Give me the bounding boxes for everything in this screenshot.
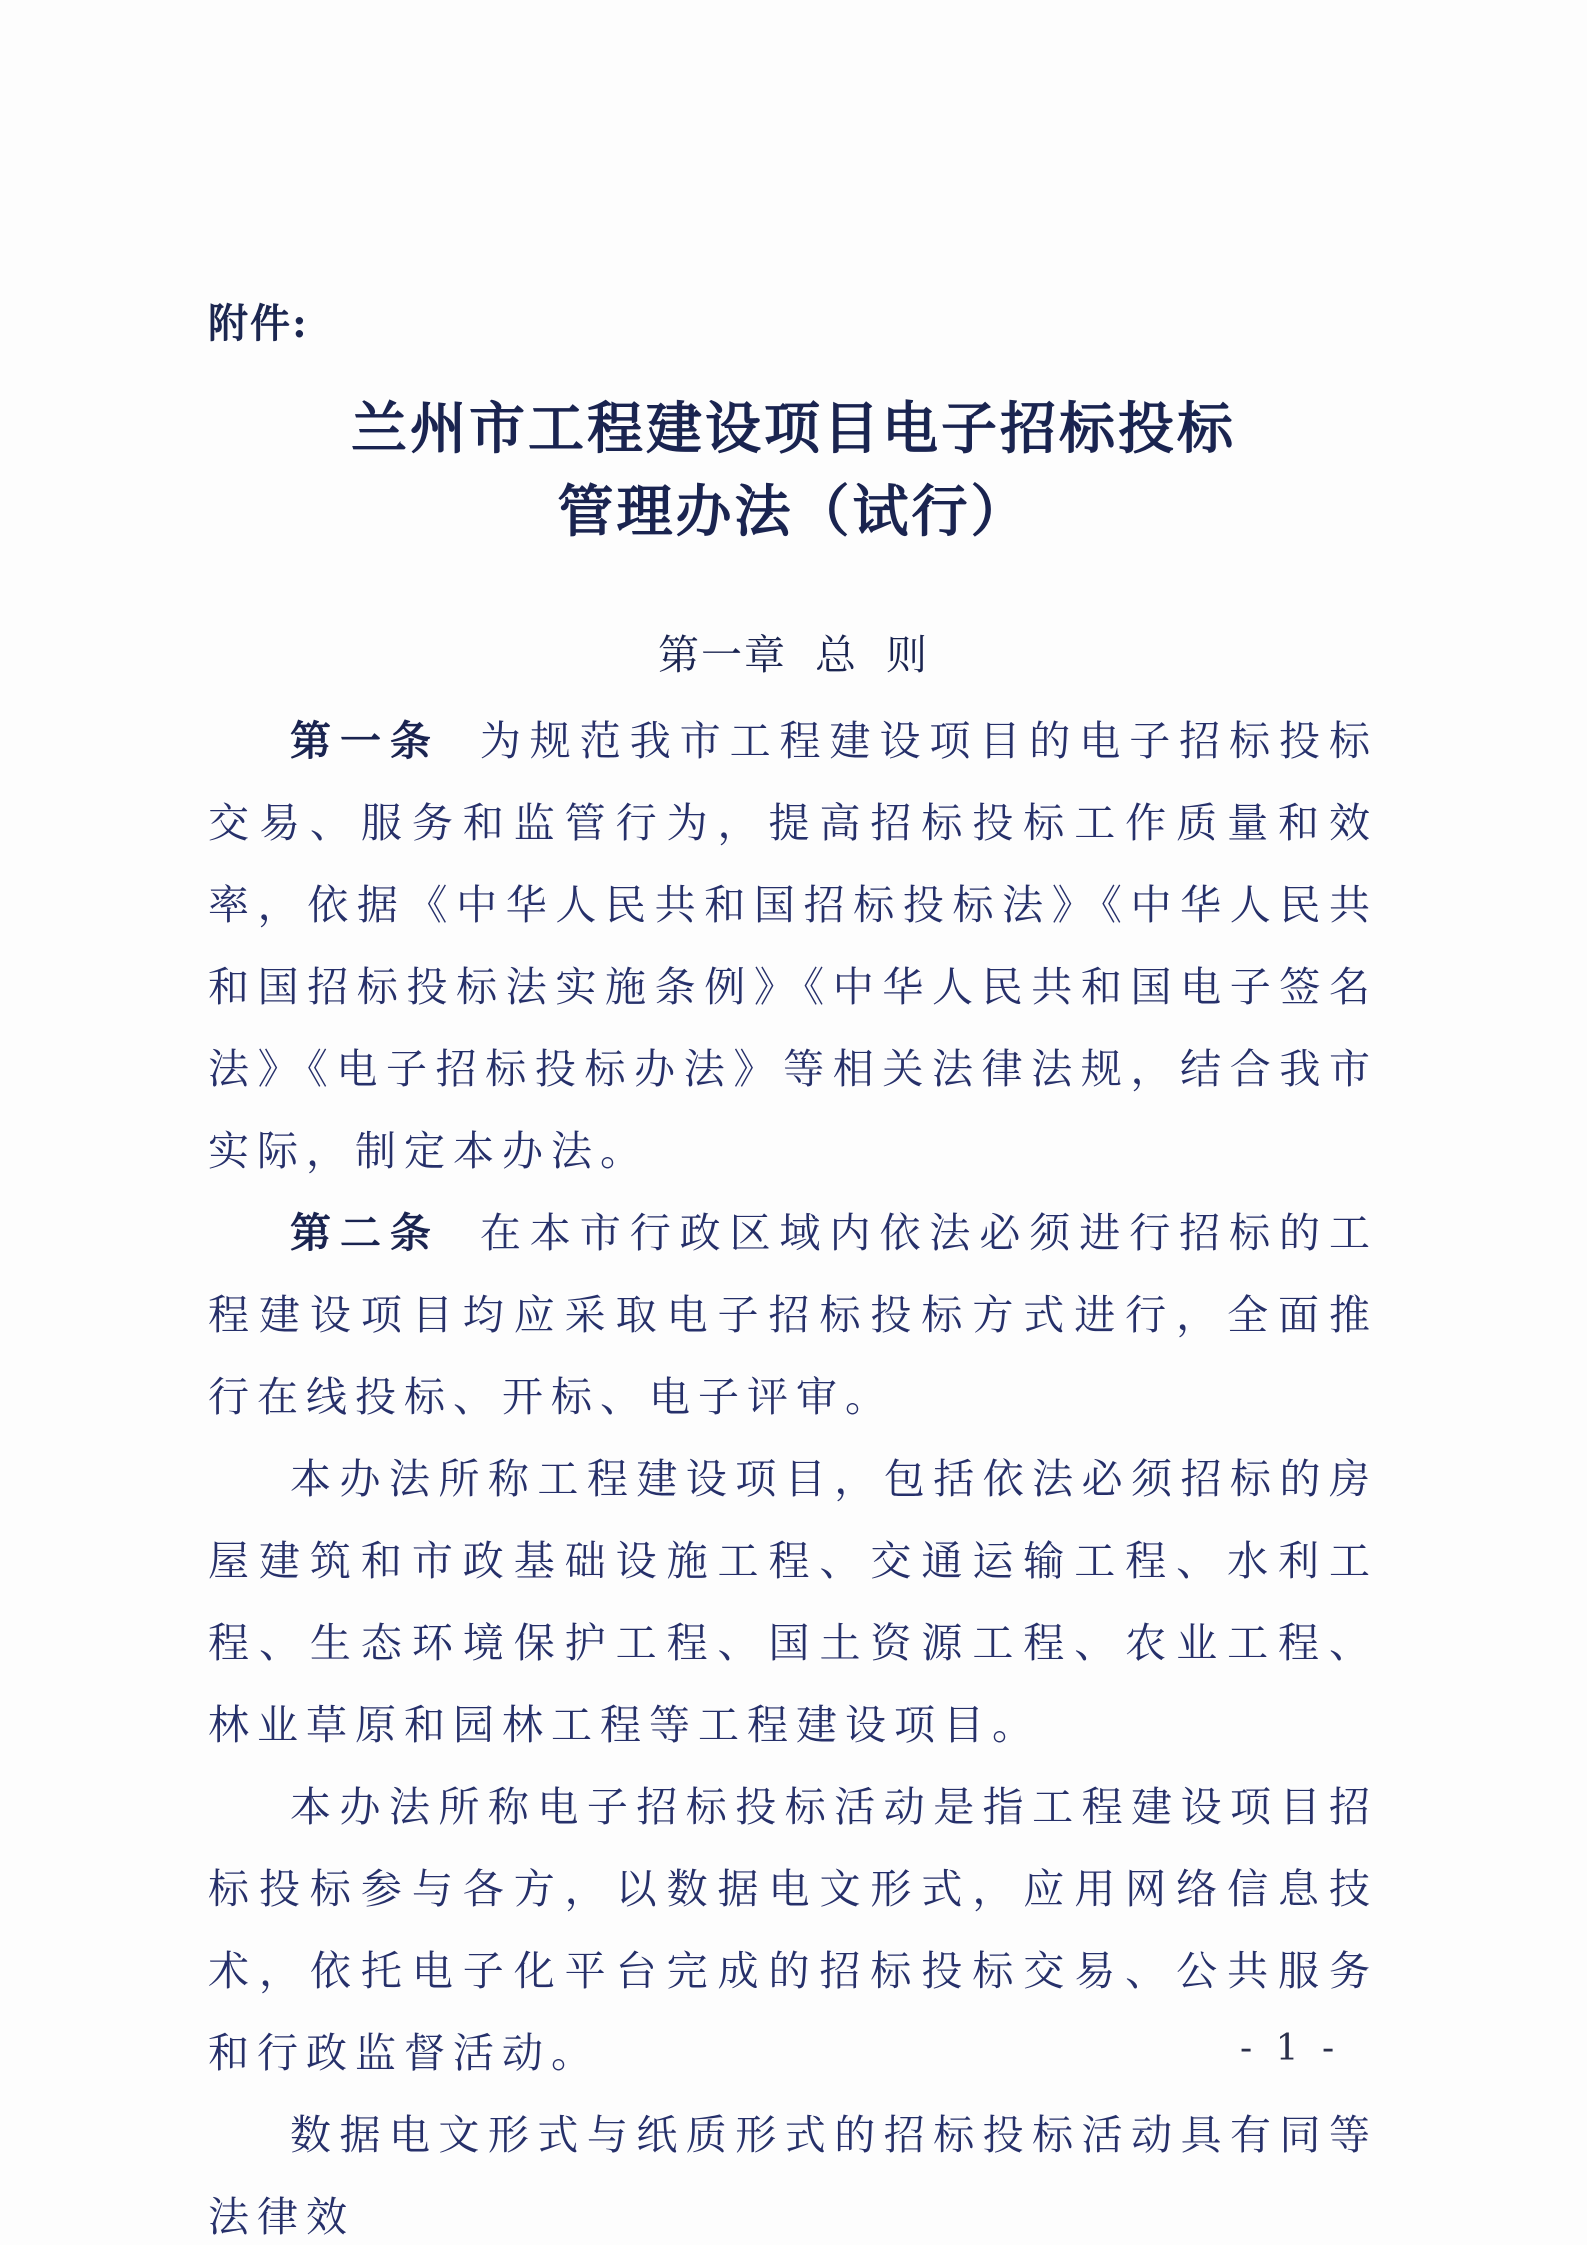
chapter-name-char-1: 总 (815, 631, 858, 679)
paragraph-article-2 (208, 1192, 1378, 1438)
page-number: - 1 - (1240, 2028, 1341, 2069)
paragraph-text: 为规范我市工程建设项目的电子招标投标交易、服务和监管行为，提高招标投标工作质量和效率，依据《中华人民共和国招标投标法》《中华人民共和国招标投标法实施条例》《中华人民共和国电子签名法》《电子招标投标办法》等相关法律法规，结合我市实际，制定本办法。 (208, 717, 1379, 1175)
paragraph-article-1 (208, 700, 1378, 1192)
document-body (208, 700, 1378, 2258)
document-title-line-1: 兰州市工程建设项目电子招标投标 (351, 397, 1236, 462)
chapter-name-char-2: 则 (886, 631, 929, 679)
paragraph-text: 本办法所称工程建设项目，包括依法必须招标的房屋建筑和市政基础设施工程、交通运输工程、水利工程、生态环境保护工程、国土资源工程、农业工程、林业草原和园林工程等工程建设项目。 (208, 1455, 1378, 1749)
paragraph-project-scope (208, 1438, 1378, 1766)
paragraph-activity-definition (208, 1766, 1378, 2094)
paragraph-text: 在本市行政区域内依法必须进行招标的工程建设项目均应采取电子招标投标方式进行，全面推行在线投标、开标、电子评审。 (208, 1209, 1379, 1421)
paragraph-text: 数据电文形式与纸质形式的招标投标活动具有同等法律效 (208, 2111, 1378, 2241)
chapter-heading (0, 622, 1587, 681)
chapter-number: 第一章 (658, 631, 787, 679)
paragraph-text: 本办法所称电子招标投标活动是指工程建设项目招标投标参与各方，以数据电文形式，应用网络信息技术，依托电子化平台完成的招标投标交易、公共服务和行政监督活动。 (208, 1783, 1378, 2077)
article-number: 第二条 (290, 1209, 440, 1257)
paragraph-legal-effect (208, 2094, 1378, 2258)
article-number: 第一条 (290, 717, 440, 765)
attachment-label: 附件: (208, 300, 309, 347)
document-title-line-2: 管理办法（试行） (557, 480, 1030, 545)
